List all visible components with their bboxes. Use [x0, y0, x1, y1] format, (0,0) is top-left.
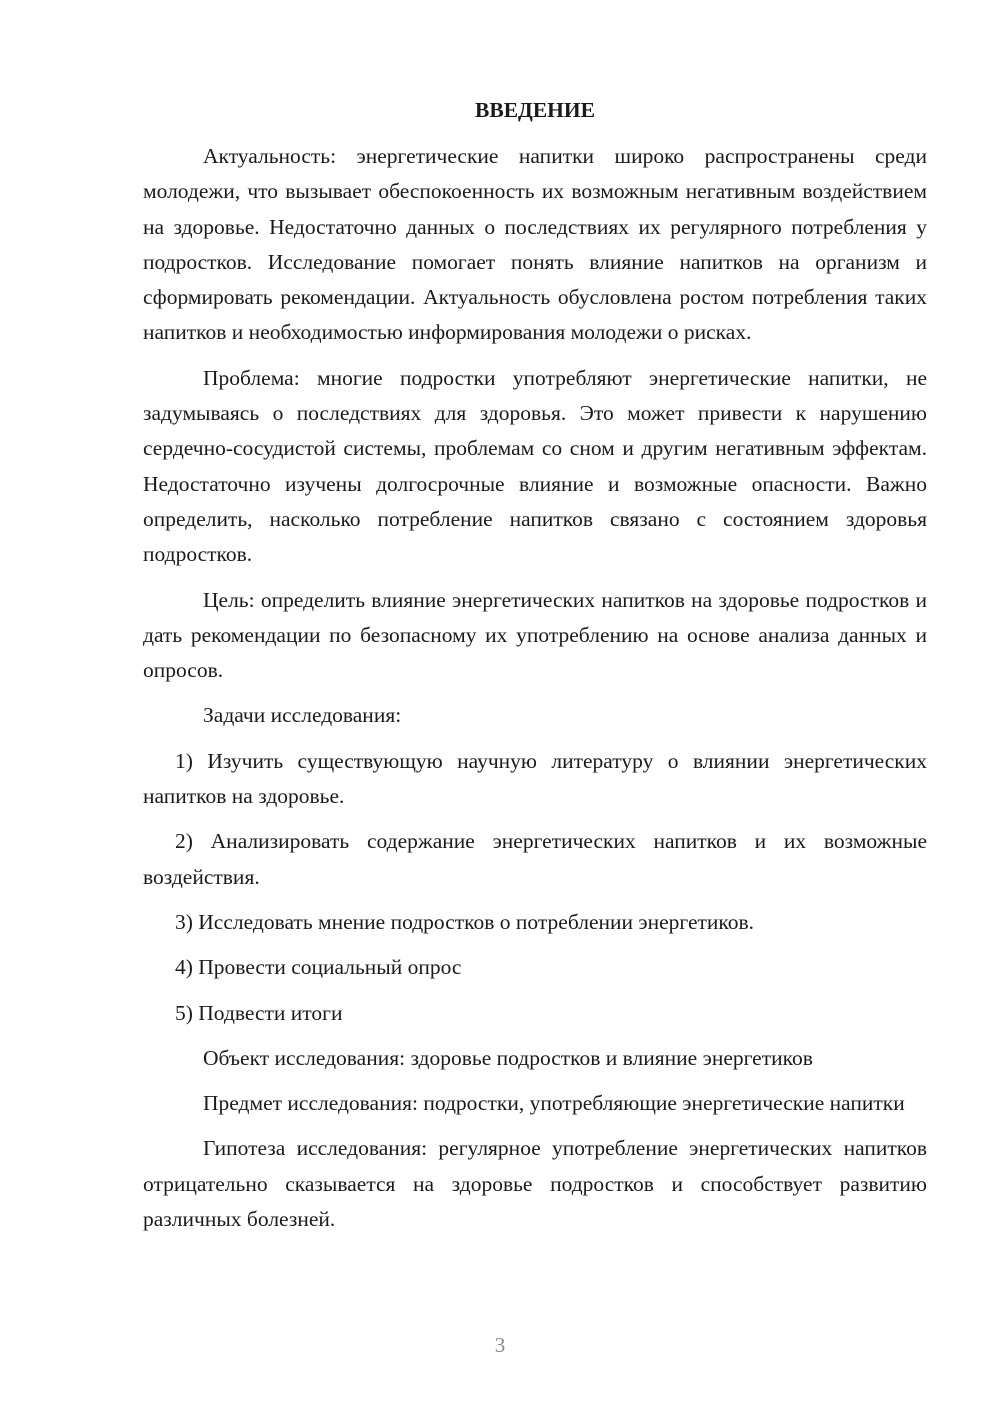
- task-item-4: 4) Провести социальный опрос: [175, 955, 462, 980]
- task-item-2: 2) Анализировать содержание энергетических напитков и их возможные воздействия.: [143, 829, 927, 889]
- subject-paragraph: Предмет исследования: подростки, употребляющие энергетические напитки: [203, 1091, 905, 1116]
- hypothesis-paragraph: Гипотеза исследования: регулярное употребление энергетических напитков отрицательно сказывается на здоровье подростков и способствует развитию различных болезней.: [143, 1136, 927, 1232]
- goal-paragraph: Цель: определить влияние энергетических напитков на здоровье подростков и дать рекомендации по безопасному их употреблению на основе анализа данных и опросов.: [143, 587, 927, 683]
- problem-paragraph: Проблема: многие подростки употребляют энергетические напитки, не задумываясь о последствиях для здоровья. Это может привести к нарушению сердечно-сосудистой системы, проблемам со сном и другим негативным эффектам. Недостаточно изучены долгосрочные влияние и возможные опасности. Важно определить, насколько потребление напитков связано с состоянием здоровья подростков.: [143, 365, 927, 567]
- task-item-5: 5) Подвести итоги: [175, 1000, 343, 1025]
- page-number: 3: [494, 1333, 506, 1357]
- task-item-1: 1) Изучить существующую научную литературу о влиянии энергетических напитков на здоровье.: [143, 748, 927, 809]
- object-paragraph: Объект исследования: здоровье подростков и влияние энергетиков: [203, 1045, 813, 1070]
- document-page: [143, 94, 927, 1247]
- relevance-paragraph: Актуальность: энергетические напитки широко распространены среди молодежи, что вызывает обеспокоенность их возможным негативным воздействием на здоровье. Недостаточно данных о последствиях их регулярного потребления у подростков. Исследование помогает понять влияние напитков на организм и сформировать рекомендации. Актуальность обусловлена ростом потребления таких напитков и необходимостью информирования молодежи о рисках.: [143, 144, 927, 345]
- page-title: ВВЕДЕНИЕ: [475, 98, 595, 122]
- task-item-3: 3) Исследовать мнение подростков о потреблении энергетиков.: [175, 909, 755, 934]
- tasks-heading: Задачи исследования:: [203, 703, 402, 728]
